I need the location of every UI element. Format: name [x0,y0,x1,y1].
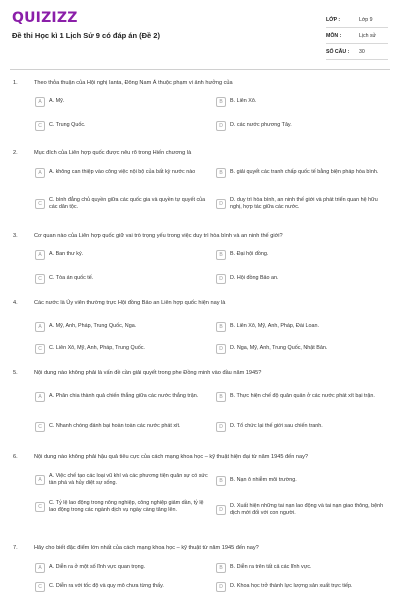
option-letter-badge: B [216,97,226,107]
option-b[interactable] [216,476,390,486]
option-d[interactable] [216,344,390,354]
option-text: C. Trung Quốc. [49,122,86,129]
meta-row-class [326,12,388,28]
option-text: D. Nga, Mỹ, Anh, Trung Quốc, Nhật Bản. [230,345,328,352]
option-d[interactable] [216,422,390,432]
option-letter-badge: D [216,422,226,432]
option-letter-badge: A [35,168,45,178]
question-number: 5. [13,370,18,376]
option-a[interactable] [35,473,211,487]
question-number: 6. [13,454,18,460]
option-d[interactable] [216,121,390,131]
option-text: B. giải quyết các tranh chấp quốc tế bằng biện pháp hòa bình. [230,169,379,176]
option-letter-badge: B [216,250,226,260]
option-letter-badge: D [216,505,226,515]
meta-label: LỚP : [326,16,341,23]
option-text: B. Nạn ô nhiễm môi trường. [230,477,297,484]
question-text: Nội dung nào không phải là vấn đề cần giải quyết trong phe Đồng minh vào đầu năm 1945? [34,370,262,376]
option-text: B. Đại hội đồng. [230,251,269,258]
option-c[interactable] [35,582,211,592]
option-letter-badge: C [35,422,45,432]
option-text: C. Tòa án quốc tế. [49,275,94,282]
option-c[interactable] [35,344,211,354]
option-letter-badge: A [35,97,45,107]
question-text: Mục đích của Liên hợp quốc được nêu rõ trong Hiến chương là [34,150,192,156]
option-a[interactable] [35,97,211,107]
option-c[interactable] [35,197,211,211]
option-b[interactable] [216,392,390,402]
meta-table [326,12,388,60]
option-text: B. Liên Xô, Mỹ, Anh, Pháp, Đài Loan. [230,323,320,330]
option-d[interactable] [216,274,390,284]
option-text: C. Nhanh chóng đánh bại hoàn toàn các nước phát xít. [49,423,181,430]
option-letter-badge: B [216,476,226,486]
option-c[interactable] [35,422,211,432]
option-letter-badge: C [35,199,45,209]
option-b[interactable] [216,97,390,107]
option-text: D. Xuất hiện những tai nạn lao động và tai nạn giao thông, bệnh dịch mới đối với con người. [230,503,384,517]
option-a[interactable] [35,563,211,573]
option-letter-badge: D [216,121,226,131]
option-text: C. Diễn ra với tốc độ và quy mô chưa từng thấy. [49,583,164,590]
option-text: D. các nước phương Tây. [230,122,292,129]
option-letter-badge: A [35,322,45,332]
option-letter-badge: A [35,392,45,402]
question-number: 3. [13,233,18,239]
option-letter-badge: A [35,475,45,485]
option-letter-badge: C [35,274,45,284]
question-number: 4. [13,300,18,306]
header-divider [10,69,390,70]
option-text: D. Tổ chức lại thế giới sau chiến tranh. [230,423,323,430]
meta-label: MÔN : [326,32,342,39]
option-c[interactable] [35,274,211,284]
option-letter-badge: C [35,502,45,512]
option-b[interactable] [216,250,390,260]
option-text: C. bình đẳng chủ quyền giữa các quốc gia và quyền tự quyết của các dân tộc. [49,197,206,211]
option-text: D. Hội đồng Bảo an. [230,275,279,282]
question-text: Cơ quan nào của Liên hợp quốc giữ vai trò trọng yếu trong việc duy trì hòa bình và an ninh thế giới? [34,233,283,239]
option-text: B. Thực hiện chế độ quân quản ở các nước phát xít bại trận. [230,393,375,400]
option-text: D. Khoa học trở thành lực lượng sản xuất trực tiếp. [230,583,353,590]
option-letter-badge: D [216,344,226,354]
question-number: 1. [13,80,18,86]
option-text: C. Tỷ lệ lao động trong nông nghiệp, công nghiệp giảm dần, tỷ lệ lao động trong các ngành dịch vụ ngày càng tăng lên. [49,500,204,514]
question-number: 7. [13,545,18,551]
document-header [0,0,400,68]
option-d[interactable] [216,197,390,211]
option-d[interactable] [216,503,390,517]
meta-value: Lớp 9 [359,16,373,23]
option-letter-badge: D [216,582,226,592]
option-letter-badge: C [35,344,45,354]
option-a[interactable] [35,168,211,178]
quizizz-logo: QUIZIZZ [12,10,78,26]
option-letter-badge: B [216,168,226,178]
option-letter-badge: B [216,392,226,402]
option-letter-badge: D [216,274,226,284]
option-text: A. Ban thư ký. [49,251,84,258]
question-text: Hãy cho biết đặc điểm lớn nhất của cách mạng khoa học – kỹ thuật từ năm 1945 đến nay? [34,545,259,551]
option-text: C. Liên Xô, Mỹ, Anh, Pháp, Trung Quốc. [49,345,145,352]
option-letter-badge: A [35,250,45,260]
question-number: 2. [13,150,18,156]
option-letter-badge: B [216,563,226,573]
option-text: B. Diễn ra trên tất cả các lĩnh vực. [230,564,312,571]
page-title: Đề thi Học kì 1 Lịch Sử 9 có đáp án (Đề 2) [12,31,160,40]
question-text: Các nước là Ủy viên thường trực Hội đồng Bảo an Liên hợp quốc hiện nay là [34,300,226,306]
option-letter-badge: C [35,582,45,592]
option-a[interactable] [35,250,211,260]
question-text: Theo thỏa thuận của Hội nghị Ianta, Đông Nam Á thuộc phạm vi ảnh hưởng của [34,80,233,86]
option-b[interactable] [216,563,390,573]
option-letter-badge: B [216,322,226,332]
option-a[interactable] [35,322,211,332]
option-letter-badge: C [35,121,45,131]
option-c[interactable] [35,121,211,131]
option-letter-badge: D [216,199,226,209]
option-text: A. Mỹ. [49,98,65,105]
option-text: A. Việc chế tạo các loại vũ khí và các phương tiện quân sự có sức tàn phá và hủy diệt sự sống. [49,473,208,487]
option-a[interactable] [35,392,211,402]
option-text: B. Liên Xô. [230,98,257,105]
option-text: A. Mỹ, Anh, Pháp, Trung Quốc, Nga. [49,323,137,330]
option-text: A. Phân chia thành quả chiến thắng giữa các nước thắng trận. [49,393,199,400]
meta-value: Lịch sử [359,32,377,39]
option-c[interactable] [35,500,211,514]
meta-row-subject [326,28,388,44]
option-text: D. duy trì hòa bình, an ninh thế giới và phát triển quan hệ hữu nghị, hợp tác giữa các nước. [230,197,378,211]
option-letter-badge: A [35,563,45,573]
option-b[interactable] [216,322,390,332]
option-text: A. Diễn ra ở một số lĩnh vực quan trọng. [49,564,146,571]
option-text: A. không can thiệp vào công việc nội bộ của bất kỳ nước nào [49,169,196,176]
meta-value: 30 [359,48,365,55]
option-d[interactable] [216,582,390,592]
meta-label: SỐ CÂU : [326,48,350,55]
option-b[interactable] [216,168,390,178]
question-text: Nội dung nào không phải hậu quả tiêu cực của cách mạng khoa học – kỹ thuật hiện đại từ năm 1945 đến nay? [34,454,309,460]
meta-row-question-count [326,44,388,60]
